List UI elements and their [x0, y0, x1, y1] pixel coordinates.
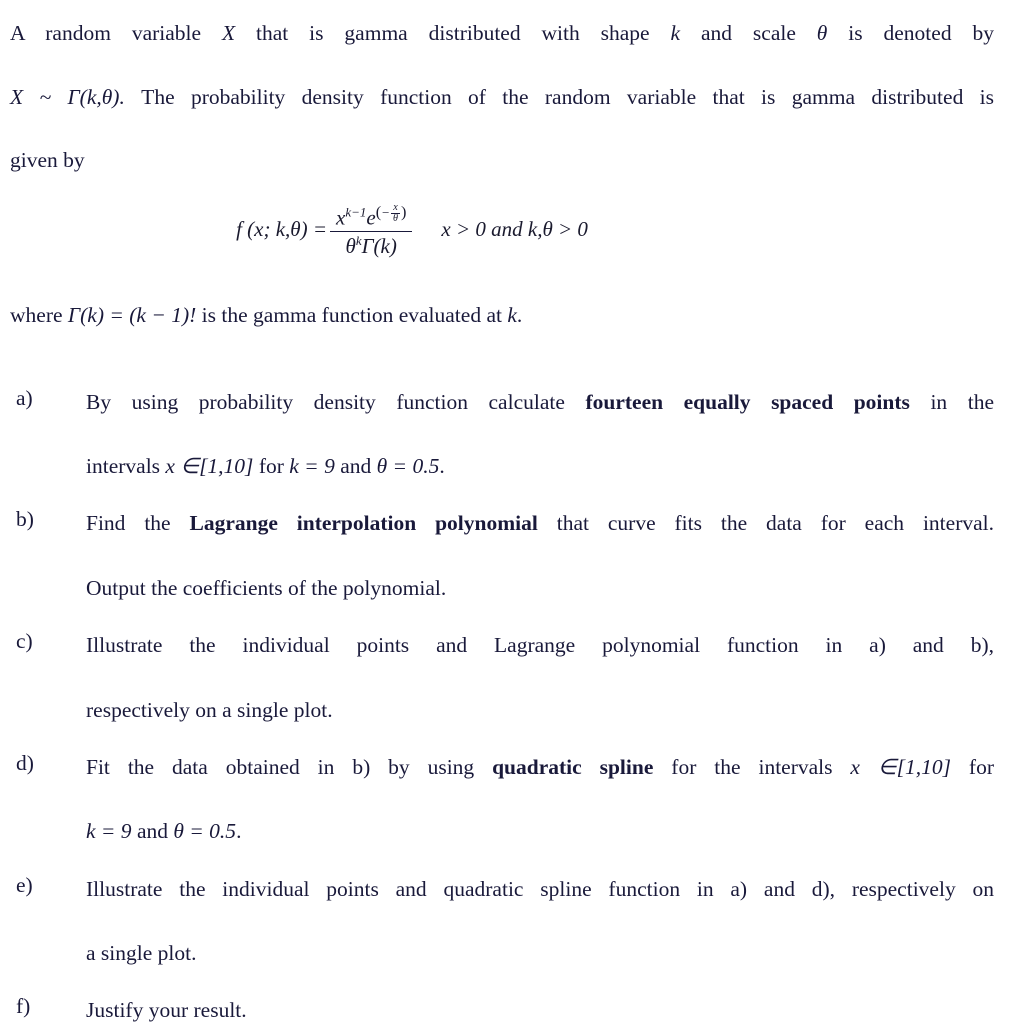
- item-d-text-4: and: [131, 819, 174, 844]
- intro-text-a: A random variable: [10, 21, 222, 45]
- intro-distribution-notation: X ~ Γ(k,θ).: [10, 84, 125, 109]
- item-a-text-4: for: [253, 454, 290, 479]
- intro-text-e: The probability density function of the random variable that is gamma distributed is: [124, 84, 994, 109]
- intro-text-c: and scale: [680, 21, 817, 45]
- item-label-c: c): [16, 629, 33, 654]
- item-a-text-3: intervals: [86, 454, 166, 479]
- equation-fraction: [330, 203, 412, 257]
- intro-variable-x: X: [221, 21, 236, 45]
- item-body-a: [86, 386, 994, 483]
- item-d-text-3: for: [950, 754, 994, 779]
- item-label-e: e): [16, 872, 33, 897]
- list-item: [10, 507, 994, 604]
- exp-fraction: [391, 203, 400, 224]
- item-a-text-1: By using probability density function calculate: [86, 389, 586, 414]
- item-a-k-value: k = 9: [289, 454, 335, 479]
- numerator-exp-group: (− x θ ): [375, 202, 407, 225]
- equation-condition-text: x > 0 and k,θ > 0: [441, 217, 588, 242]
- intro-variable-k: k: [670, 21, 681, 45]
- equation-condition: [441, 219, 588, 240]
- intro-text-d: is denoted by: [827, 21, 994, 45]
- intro-variable-theta: θ: [816, 21, 828, 45]
- exp-minus: −: [381, 204, 390, 220]
- item-f-line-1: Justify your result.: [86, 998, 247, 1023]
- where-variable-k: k: [507, 302, 517, 327]
- denominator-gamma: Γ(k): [361, 233, 397, 258]
- item-label-a: a): [16, 385, 33, 410]
- item-e-line-2: a single plot.: [86, 941, 197, 966]
- item-c-line-2: respectively on a single plot.: [86, 697, 333, 722]
- item-d-text-5: .: [236, 819, 242, 844]
- item-a-text-5: and: [334, 454, 377, 479]
- intro-text-b: that is gamma distributed with shape: [235, 21, 671, 45]
- item-a-text-6: .: [439, 454, 445, 479]
- where-suffix: is the gamma function evaluated at: [196, 302, 508, 327]
- equation-lhs: f (x; k,θ) =: [236, 217, 328, 242]
- item-d-bold-1: quadratic spline: [492, 754, 654, 779]
- intro-line-1: [10, 18, 994, 82]
- item-body-b: [86, 507, 994, 604]
- item-b-text-2: that curve fits the data for each interval.: [537, 511, 994, 536]
- question-list: [10, 386, 994, 1027]
- item-b-line-1: [86, 507, 994, 572]
- list-item: [10, 994, 994, 1026]
- list-item: [10, 386, 994, 483]
- item-b-bold-1: Lagrange interpolation polynomial: [189, 511, 538, 536]
- pdf-equation: [236, 203, 588, 257]
- item-body-c: [86, 629, 994, 726]
- numerator-exponent: k−1: [345, 204, 367, 220]
- item-c-line-1: Illustrate the individual points and Lagrange polynomial function in a) and b),: [86, 633, 994, 658]
- item-d-text-2: for the intervals: [653, 754, 851, 779]
- intro-line-2: [10, 82, 994, 146]
- pdf-equation-block: [10, 203, 994, 257]
- item-a-line-1: [86, 386, 994, 451]
- equation-numerator: [330, 203, 412, 231]
- list-item: [10, 751, 994, 848]
- item-label-b: b): [16, 507, 34, 532]
- intro-line-3: [10, 145, 994, 177]
- item-d-line-2: [86, 815, 994, 847]
- where-period: .: [516, 302, 523, 327]
- item-label-f: f): [16, 994, 31, 1019]
- intro-paragraph: [10, 18, 994, 177]
- item-b-text-1: Find the: [86, 511, 190, 536]
- item-d-theta-value: θ = 0.5: [173, 819, 237, 844]
- gamma-function-definition: Γ(k) = (k − 1)!: [67, 302, 197, 327]
- item-a-theta-value: θ = 0.5: [376, 454, 440, 479]
- intro-text-f: given by: [10, 148, 85, 173]
- numerator-e: e: [366, 205, 376, 230]
- where-prefix: where: [10, 302, 68, 327]
- item-d-interval: x ∈[1,10]: [850, 754, 951, 779]
- item-a-text-2: in the: [909, 389, 994, 414]
- item-a-bold-1: fourteen equally spaced points: [585, 389, 910, 414]
- item-d-k-value: k = 9: [86, 819, 132, 844]
- list-item: [10, 629, 994, 726]
- list-item: [10, 873, 994, 970]
- denominator-theta: θ: [345, 233, 356, 258]
- item-a-interval: x ∈[1,10]: [165, 454, 254, 479]
- item-body-e: [86, 873, 994, 970]
- exp-fraction-den: θ: [392, 213, 398, 225]
- pdf-equation-inner: [236, 203, 588, 257]
- exp-fraction-num: x: [393, 202, 398, 214]
- item-b-line-2: Output the coefficients of the polynomial.: [86, 575, 447, 600]
- denominator-theta-exponent: k: [355, 232, 362, 248]
- item-a-line-2: [86, 450, 994, 482]
- item-e-line-1: Illustrate the individual points and quadratic spline function in a) and d), respectively on: [86, 876, 994, 901]
- numerator-x: x: [336, 205, 346, 230]
- item-body-f: [86, 994, 994, 1026]
- where-line: [10, 303, 994, 328]
- item-d-line-1: [86, 751, 994, 816]
- item-d-text-1: Fit the data obtained in b) by using: [86, 754, 493, 779]
- equation-denominator: [340, 232, 403, 257]
- item-body-d: [86, 751, 994, 848]
- item-label-d: d): [16, 750, 34, 775]
